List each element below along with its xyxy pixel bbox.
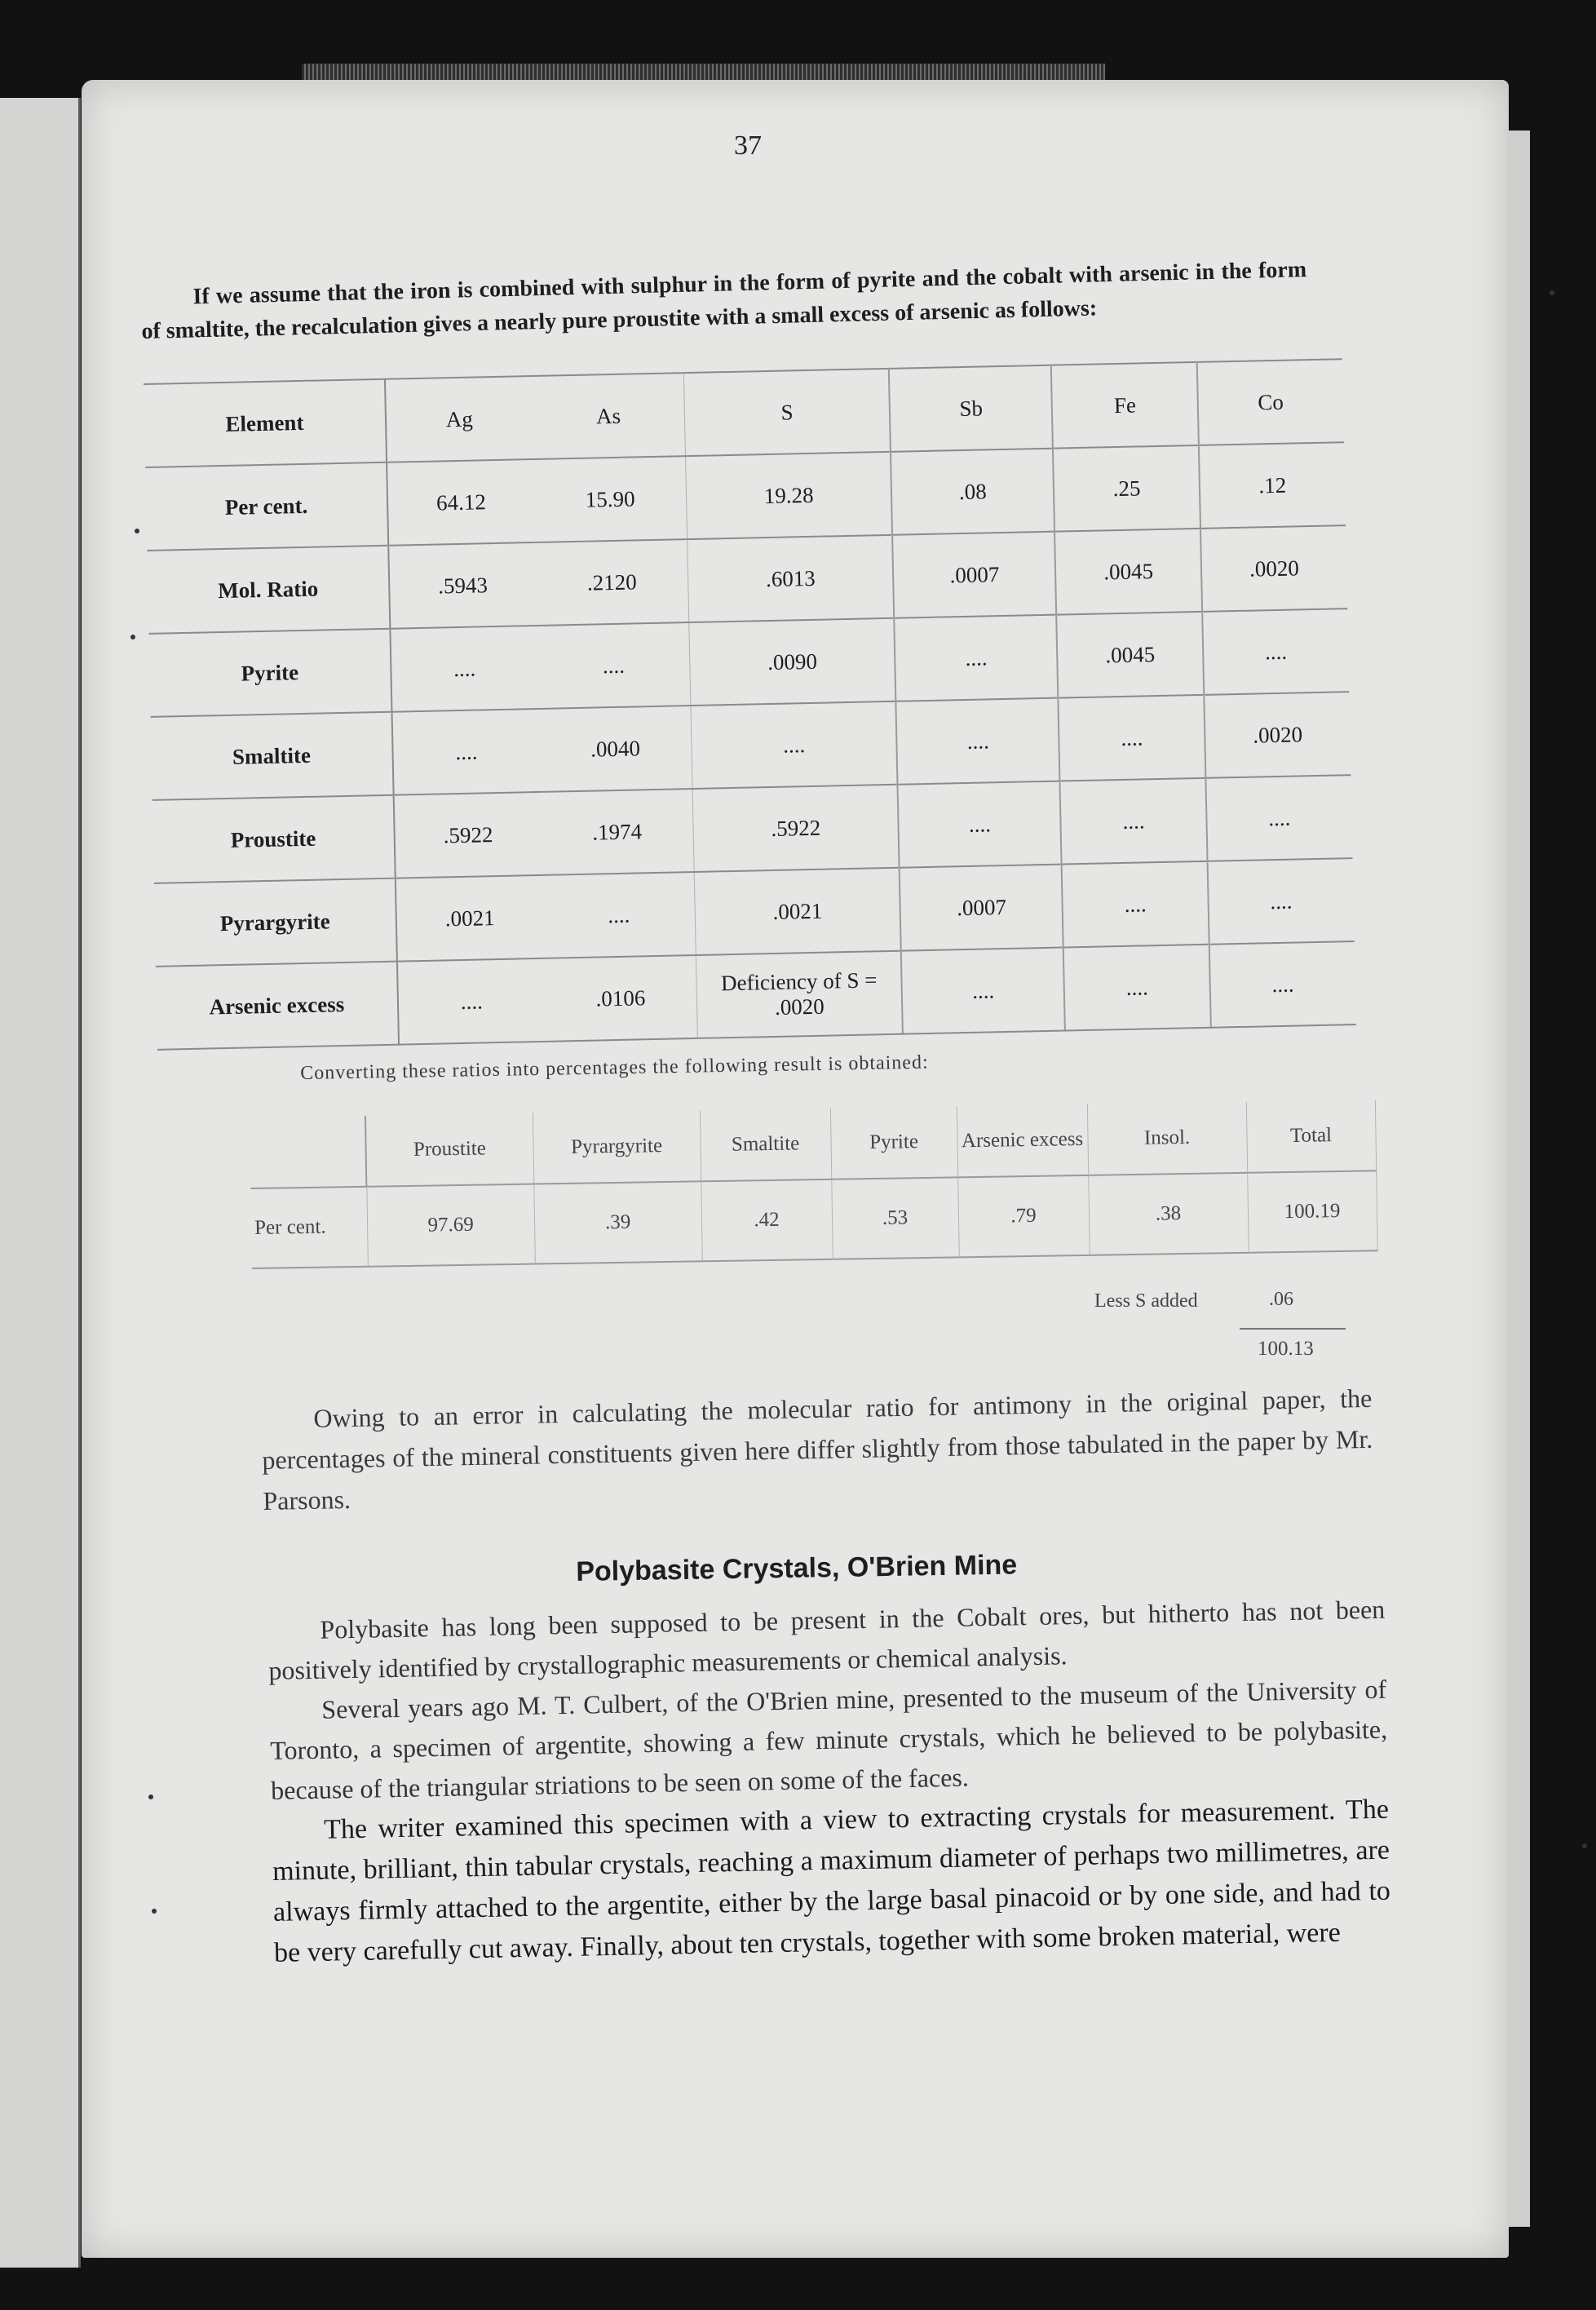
table-cell: .42 bbox=[701, 1179, 833, 1262]
percentage-table bbox=[250, 1100, 1377, 1269]
header-proustite: Proustite bbox=[365, 1113, 533, 1187]
table-cell: .0007 bbox=[900, 865, 1063, 951]
error-note-text: Owing to an error in calculating the molecular ratio for antimony in the original paper, the percentages of the mineral constituents given here differ slightly from those tabulated in the paper by Mr. Parsons. bbox=[262, 1383, 1373, 1516]
converting-note: Converting these ratios into percentages the following result is obtained: bbox=[300, 1051, 929, 1084]
table-cell: .12 bbox=[1199, 442, 1346, 529]
table-cell: .0045 bbox=[1055, 529, 1202, 615]
table-cell: .0106 bbox=[544, 955, 698, 1042]
header-blank bbox=[250, 1116, 366, 1188]
paragraph-polybasite: Polybasite has long been supposed to be present in the Cobalt ores, but hitherto has not been positively identified by crystallographic measurements or chemical analysis. bbox=[268, 1594, 1386, 1685]
page-number: 37 bbox=[734, 131, 762, 161]
table-cell: .... bbox=[1209, 941, 1355, 1028]
paragraph-culbert: Several years ago M. T. Culbert, of the O'Brien mine, presented to the museum of the University of Toronto, a specimen of argentite, showing a few minute crystals, which he believed to be polybasite, because of the triangular striations to be seen on some of the faces. bbox=[269, 1674, 1388, 1805]
table-cell: .5922 bbox=[692, 785, 900, 872]
less-s-added-value: .06 bbox=[1269, 1289, 1293, 1310]
table-cell: .0020 bbox=[1204, 692, 1351, 778]
page-edge bbox=[1507, 131, 1530, 2227]
scan-border-strip bbox=[302, 64, 1105, 82]
recalculation-table bbox=[144, 358, 1356, 1051]
table-cell: .39 bbox=[533, 1181, 702, 1263]
table-cell: .... bbox=[901, 948, 1065, 1034]
table-row bbox=[250, 1170, 1377, 1268]
table-cell: 15.90 bbox=[533, 456, 687, 542]
table-cell: .0020 bbox=[1200, 525, 1347, 612]
table-cell: .... bbox=[391, 709, 540, 795]
header-fe: Fe bbox=[1051, 362, 1198, 449]
table-cell: .0007 bbox=[892, 532, 1056, 618]
speck bbox=[135, 529, 139, 533]
row-label: Mol. Ratio bbox=[147, 546, 390, 634]
section-heading: Polybasite Crystals, O'Brien Mine bbox=[576, 1549, 1018, 1587]
paragraph-writer: The writer examined this specimen with a view to extracting crystals for measurement. The minute, brilliant, thin tabular crystals, reaching a maximum diameter of perhaps two millimetres, are always firmly attached to the argentite, either by the large basal pinacoid or by one side, and had to be very carefully cut away. Finally, about ten crystals, together with some broken material, were bbox=[272, 1794, 1391, 1968]
header-pyrargyrite: Pyrargyrite bbox=[533, 1110, 701, 1184]
table-cell: .... bbox=[1060, 778, 1207, 865]
table-cell: .6013 bbox=[687, 535, 895, 622]
speck bbox=[130, 635, 135, 639]
header-element: Element bbox=[144, 379, 387, 467]
header-arsenic-excess: Arsenic excess bbox=[957, 1104, 1088, 1178]
table-cell: .0040 bbox=[538, 706, 692, 792]
section-body bbox=[267, 1590, 1391, 1974]
header-pyrite: Pyrite bbox=[830, 1106, 957, 1179]
table-cell: .38 bbox=[1088, 1173, 1249, 1255]
header-sb: Sb bbox=[889, 365, 1053, 452]
speck bbox=[148, 1794, 153, 1799]
table-cell: .... bbox=[1062, 861, 1209, 948]
table-cell: .... bbox=[898, 781, 1062, 868]
row-label: Arsenic excess bbox=[156, 962, 399, 1050]
row-label: Pyrargyrite bbox=[154, 878, 397, 967]
table-cell: .5922 bbox=[393, 792, 542, 878]
table-cell: .... bbox=[542, 872, 696, 958]
table-cell: .... bbox=[894, 615, 1058, 701]
header-ag: Ag bbox=[385, 376, 533, 462]
table-cell: .53 bbox=[831, 1177, 959, 1259]
table-cell: 19.28 bbox=[686, 452, 893, 539]
error-note-paragraph bbox=[261, 1378, 1374, 1521]
table-cell: .0045 bbox=[1057, 612, 1204, 698]
row-label: Per cent. bbox=[250, 1187, 368, 1268]
header-as: As bbox=[532, 373, 686, 459]
table-cell: .5943 bbox=[388, 542, 537, 629]
table-cell: .1974 bbox=[541, 789, 695, 875]
table-cell: .... bbox=[1059, 695, 1205, 781]
intro-text: If we assume that the iron is combined with sulphur in the form of pyrite and the cobalt with arsenic in the form of smaltite, the recalculation gives a nearly pure proustite with a small excess of arsenic as follows: bbox=[141, 257, 1307, 344]
header-co: Co bbox=[1196, 359, 1343, 445]
table-cell: 100.19 bbox=[1247, 1170, 1377, 1252]
table-cell: .... bbox=[1205, 775, 1352, 861]
table-cell: .... bbox=[1202, 608, 1349, 695]
row-label: Per cent. bbox=[145, 462, 388, 551]
facing-page-edge bbox=[0, 98, 81, 2268]
table-cell: .0090 bbox=[689, 618, 896, 706]
speck bbox=[1550, 290, 1554, 295]
row-label: Smaltite bbox=[151, 712, 394, 800]
table-cell: 64.12 bbox=[387, 459, 535, 546]
table-cell: 97.69 bbox=[366, 1184, 535, 1267]
table-cell: .08 bbox=[891, 449, 1054, 535]
speck bbox=[152, 1909, 157, 1914]
row-label: Proustite bbox=[153, 795, 396, 883]
table-cell: .2120 bbox=[535, 539, 689, 626]
speck bbox=[1582, 1843, 1587, 1848]
sum-rule bbox=[1240, 1328, 1346, 1330]
less-s-added-label: Less S added bbox=[1094, 1290, 1198, 1312]
table-cell: .... bbox=[390, 626, 538, 712]
table-cell: .... bbox=[896, 698, 1060, 785]
table-cell: .0021 bbox=[694, 868, 901, 955]
table-cell: .... bbox=[537, 622, 691, 709]
table-cell: .... bbox=[1207, 858, 1354, 945]
corrected-total: 100.13 bbox=[1258, 1338, 1314, 1360]
table-cell: .... bbox=[1063, 945, 1210, 1031]
table-cell: .0021 bbox=[395, 875, 543, 962]
table-cell: .79 bbox=[957, 1175, 1090, 1258]
table-cell: .... bbox=[397, 958, 546, 1045]
header-total: Total bbox=[1246, 1100, 1376, 1172]
table-cell: .25 bbox=[1053, 445, 1200, 532]
table-cell: .... bbox=[691, 701, 898, 789]
header-smaltite: Smaltite bbox=[700, 1109, 831, 1182]
row-label: Pyrite bbox=[148, 629, 391, 717]
header-insol: Insol. bbox=[1087, 1102, 1247, 1175]
header-s: S bbox=[684, 369, 891, 456]
table-cell: Deficiency of S = .0020 bbox=[696, 951, 903, 1038]
